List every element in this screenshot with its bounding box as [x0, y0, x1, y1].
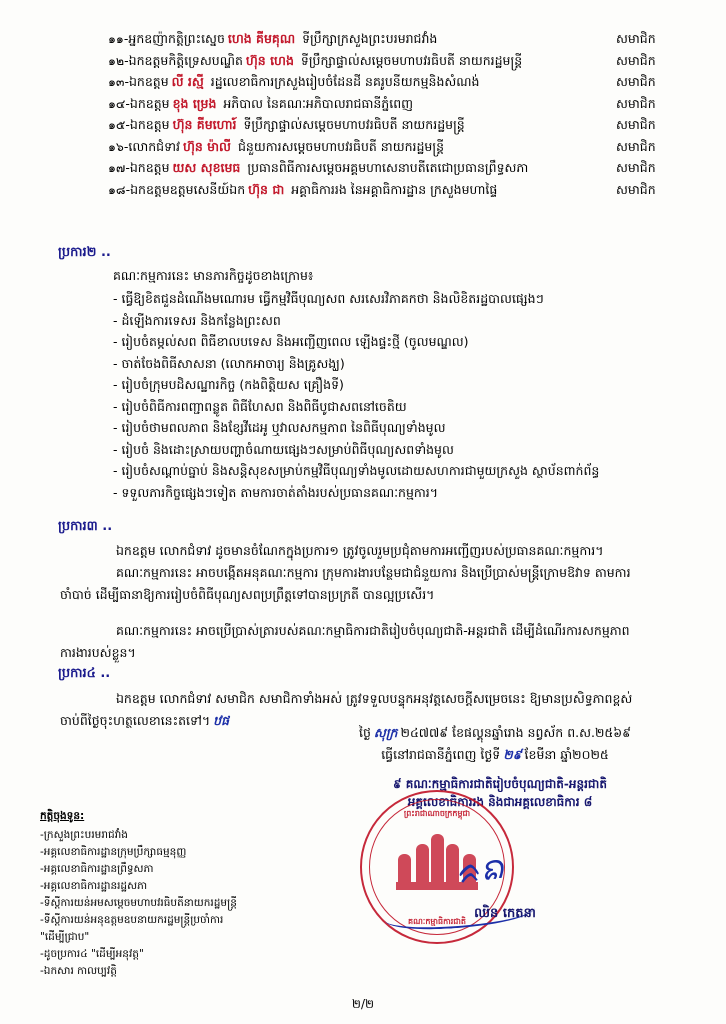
- cc-title: កត្តិចុងទូន:: [40, 810, 85, 822]
- member-tag: សមាជិក: [616, 181, 656, 197]
- page-number: ២/២: [351, 997, 375, 1011]
- section-2-intro: គណៈកម្មការនេះ មានភារកិច្ចដូចខាងក្រោម៖: [113, 268, 314, 283]
- member-tag: សមាជិក: [616, 52, 656, 68]
- section-3-paragraph-3: [60, 620, 660, 663]
- list-item: - រៀបចំតម្កល់សព ពិធីខាលបទេស និងអញ្ជើញពេល ឡើងផ្ទះថ្មី (ចូលមណ្ឌល): [113, 334, 469, 349]
- member-name: ខុង ម្រេង: [172, 95, 217, 111]
- section-3-heading: ប្រការ៣ ..: [58, 519, 113, 534]
- member-name: ហ៊ុន ម៉ាលី: [182, 138, 231, 154]
- member-name: ហ៊ុន ជា: [248, 181, 285, 197]
- member-index: ๑๖-លោកជំទាវ: [108, 138, 180, 154]
- section-3-paragraph-2: [60, 562, 660, 605]
- member-role: ទីប្រឹក្សាក្រសួងព្រះបរមរាជវាំង: [302, 31, 438, 46]
- list-item: - ទទួលភារកិច្ចផ្សេងៗទៀត តាមការចាត់តាំងរបស់ប្រធានគណៈកម្មការ។: [113, 484, 438, 500]
- list-item: -អគ្គលេខាធិការដ្ឋានក្រុមប្រឹក្សាធម្មនុញ្ញ: [40, 846, 187, 858]
- section-2-bullets: [113, 288, 673, 503]
- list-item: -ទីស្តីការយន់អមសម្តេចមហាបវរធិបតីនាយករដ្ឋមន្ត្រី: [40, 897, 237, 909]
- member-tag: សមាជិក: [616, 138, 656, 154]
- member-index: ๑๔-ឯកឧត្តម: [108, 95, 170, 111]
- list-item: - រៀបចំ និងដោះស្រាយបញ្ហាចំណាយផ្សេងៗសម្រាប់ពិធីបុណ្យសពទាំងមូល: [113, 441, 454, 457]
- paragraph-text: គណៈកម្មការនេះ អាចបង្កើតអនុគណៈកម្មការ ក្រុមការងារបន្ថែមជាជំនួយការ និងប្រើប្រាស់មន្ត្រីក្រោមឱវាទ តាមការចាំបាច់ ដើម្បីធានាឱ្យការរៀបចំពិធីបុណ្យសពប្រព្រឹត្តទៅបានប្រក្រតី បានល្អប្រសើរ។: [60, 565, 631, 602]
- member-role: ទីប្រឹក្សាផ្ទាល់សម្តេចមហាបវរធិបតី នាយករដ្ឋមន្ត្រី: [243, 117, 465, 132]
- member-name: ហ៊ុន ហេង: [245, 52, 294, 68]
- member-role: អគ្គាធិការរង នៃអគ្គាធិការដ្ឋាន ក្រសួងមហាផ្ទៃ: [291, 181, 498, 197]
- signature-title-line-1: ៩ គណៈកម្មាធិការជាតិរៀបចំបុណ្យជាតិ-អន្តរជាតិ: [393, 777, 607, 791]
- date-handwritten-day: សុក្រ: [373, 725, 398, 740]
- table-row: [108, 157, 678, 179]
- member-index: ๑๒-ឯកឧត្តមកិត្តិទ្រេសបណ្ឌិត: [108, 52, 243, 68]
- member-name: យស សុខមេធ: [172, 160, 241, 175]
- member-tag: សមាជិក: [616, 160, 656, 175]
- handwritten-signature: ᨑᨦ: [451, 846, 507, 894]
- signatory-name: ឈិន កេតនា: [474, 906, 536, 921]
- member-index: ๑๓-ឯកឧត្តម: [108, 74, 169, 89]
- member-index: ๑๘-ឯកឧត្តមឧត្តមសេនីយ៍ឯក: [108, 181, 246, 197]
- list-item: - រៀបចំថាមពលភាព និងខ្សែវីដេអូ ឬវាលសកម្មភាព នៃពិធីបុណ្យទាំងមូល: [113, 420, 446, 435]
- list-item: -អគ្គលេខាធិការដ្ឋានព្រឹទ្ធសភា: [40, 863, 154, 875]
- member-list: [108, 28, 678, 200]
- member-name: ហេង គីមគុណ: [227, 31, 296, 46]
- member-index: ๑๑-អ្នកឧញ៉ាកត្តិព្រះស្នេច: [108, 31, 225, 46]
- signature-title-line-2: អគ្គលេខាធិការរង និងជាអគ្គលេខាធិការ ៨: [407, 795, 593, 809]
- member-tag: សមាជិក: [616, 117, 656, 132]
- list-item: - រៀបចំពិធីការពញ្ជាពន្លូត ពិធីហែសព និងពិធីបូជាសពនៅចេតិយ: [113, 398, 407, 414]
- member-tag: សមាជិក: [616, 74, 656, 89]
- member-index: ๑๗-ឯកឧត្តម: [108, 160, 170, 175]
- table-row: [108, 136, 678, 158]
- date-line-2-prefix: ធ្វើនៅរាជធានីភ្នំពេញ ថ្ងៃទី: [381, 747, 501, 762]
- paragraph-text: គណៈកម្មការនេះ អាចប្រើប្រាស់ត្រារបស់គណៈកម្មាធិការជាតិរៀបចំបុណ្យជាតិ-អន្តរជាតិ ដើម្បីដំណើរការសកម្មភាពការងារបស់ខ្លួន។: [60, 623, 630, 660]
- table-row: [108, 28, 678, 50]
- stamp-arc-top-text: ព្រះរាជាណាចក្រកម្ពុជា: [403, 809, 471, 818]
- section-2-heading: ប្រការ២ ..: [58, 245, 111, 260]
- member-tag: សមាជិក: [616, 31, 656, 46]
- cc-distribution-list: [40, 808, 290, 980]
- stamp-arc-bottom-text: គណៈកម្មាធិការជាតិ: [408, 917, 466, 926]
- date-block: [330, 722, 660, 766]
- date-line-2: [330, 744, 660, 766]
- list-item: - រៀបចំសណ្តាប់ធ្នាប់ និងសន្តិសុខសម្រាប់កម្មវិធីបុណ្យទាំងមូលដោយសហការជាមួយក្រសួង ស្ថាប័នពាក់ព័ន្ធ: [113, 463, 600, 478]
- list-item: -អគ្គលេខាធិការដ្ឋានរដ្ឋសភា: [40, 880, 148, 892]
- date-line-1: [330, 722, 660, 744]
- section-4-heading: ប្រការ៤ ..: [58, 666, 111, 681]
- member-role: ជំនួយការសម្តេចមហាបវរធិបតី នាយករដ្ឋមន្ត្រី: [237, 138, 445, 154]
- table-row: [108, 71, 678, 93]
- table-row: [108, 114, 678, 136]
- list-item: - រៀបចំក្រុមបដិសណ្ឋារកិច្ច (កងពិត្តិយស គ្រឿងទី): [113, 377, 344, 392]
- member-index: ๑๕-ឯកឧត្តម: [108, 117, 170, 132]
- paragraph-text: ឯកឧត្តម លោកជំទាវ ដូចមានចំណែកក្នុងប្រការ១ ត្រូវចូលរួមប្រជុំតាមការអញ្ជើញរបស់ប្រធានគណៈកម្មការ។: [116, 543, 604, 558]
- list-item: "ដើម្បីជ្រាប": [40, 931, 90, 943]
- member-name: លី រស្មី: [171, 74, 204, 89]
- date-line-1-prefix: ថ្ងៃ: [359, 725, 371, 740]
- handwritten-mark: ឋផ: [213, 712, 230, 728]
- paragraph-text: ឯកឧត្តម លោកជំទាវ សមាជិក សមាជិកាទាំងអស់ ត្រូវទទួលបន្ទុកអនុវត្តសេចក្តីសម្រេចនេះ ឱ្យមានប្រសិទ្ធភាពខ្ពស់ចាប់ពីថ្ងៃចុះហត្ថលេខានេះតទៅ។: [60, 691, 633, 728]
- member-role: រដ្ឋលេខាធិការក្រសួងរៀបចំដែនដី នគរូបនីយកម្មនិងសំណង់: [210, 74, 480, 89]
- table-row: [108, 179, 678, 201]
- signature-title: [330, 775, 670, 811]
- list-item: -ក្រសួងព្រះបរមរាជវាំង: [40, 829, 128, 841]
- list-item: - ដំឡើងការទេសរ និងកន្លែងព្រះសព: [113, 312, 281, 328]
- member-role: ទីប្រឹក្សាផ្ទាល់សម្តេចមហាបវរធិបតី នាយករដ្ឋមន្ត្រី: [300, 52, 523, 68]
- table-row: [108, 93, 678, 115]
- member-name: ហ៊ុន គីមហោរ៍: [172, 117, 237, 132]
- section-3-paragraph-1: [60, 540, 660, 562]
- member-tag: សមាជិក: [616, 95, 656, 111]
- list-item: -ទីស្តីការយន់អនុឧត្តមឧបនាយករដ្ឋមន្ត្រីប្រចាំការ: [40, 914, 224, 926]
- table-row: [108, 50, 678, 72]
- member-role: អភិបាល នៃគណៈអភិបាលរាជធានីភ្នំពេញ: [223, 95, 414, 111]
- member-role: ប្រធានពិធីការសម្តេចអគ្គមហាសេនាបតីតេជោប្រធានព្រឹទ្ធសភា: [247, 160, 529, 175]
- date-handwritten-date: ២៩: [503, 747, 522, 762]
- list-item: -ឯកសារ កាលប្បវត្តិ: [40, 965, 117, 977]
- date-line-2-suffix: ខែមីនា ឆ្នាំ២០២៥: [524, 747, 609, 762]
- list-item: - ធ្វើឱ្យខិតជួនដំណើងមណោរម ធ្វើកម្មវិធីបុណ្យសព សរសេរវិភាគកថា និងលិខិតរដ្ឋបាលផ្សេងៗ: [113, 291, 544, 306]
- list-item: - ចាត់ចែងពិធីសាសនា (លោកអាចារ្យ និងគ្រូសង្ឃ): [113, 355, 345, 371]
- list-item: -ដូចប្រការ៤ "ដើម្បីអនុវត្ត": [40, 948, 144, 960]
- date-line-1-suffix: ២៤៧៧៩ ខែផល្គុនឆ្នាំរោង នព្វស័ក ព.ស.២៥៦៩: [400, 725, 631, 740]
